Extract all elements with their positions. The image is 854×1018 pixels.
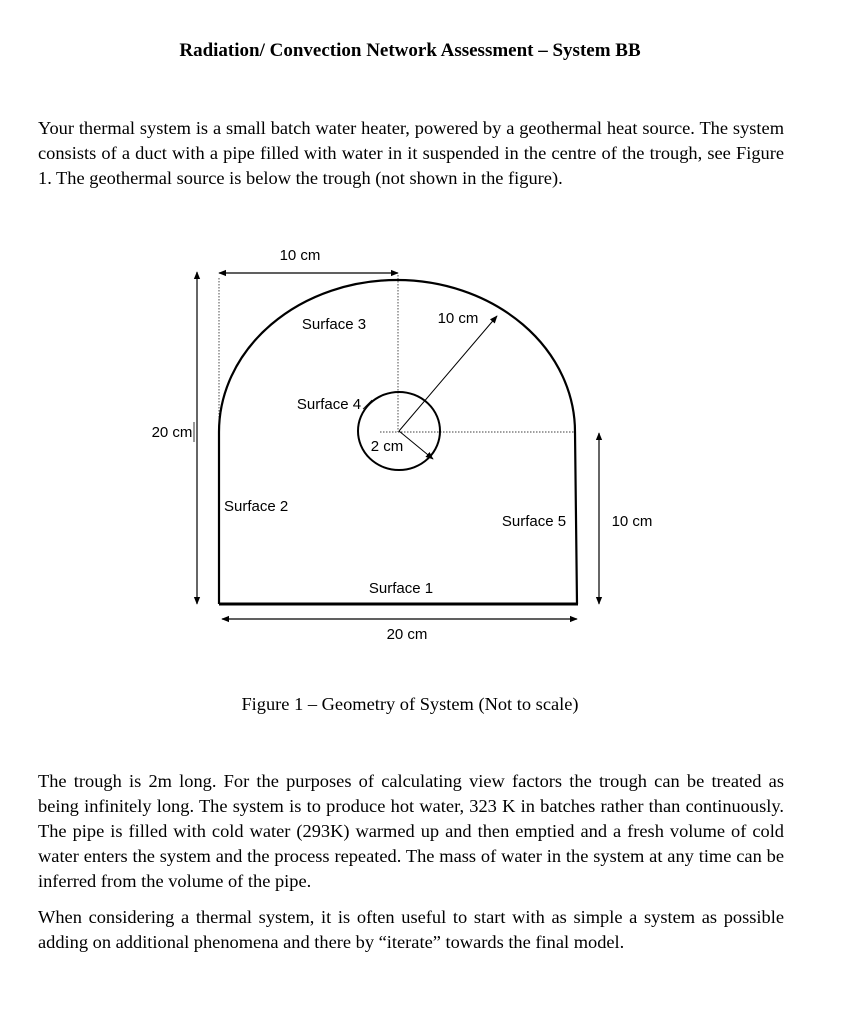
surface-4-leader [363,400,372,409]
top-width-label: 10 cm [279,247,321,264]
intro-paragraph: Your thermal system is a small batch water heater, powered by a geothermal heat source. The system consists of a duct with a pipe filled with water in it suspended in the centre of the trough, see Figure 1. The geothermal source is below the trough (not shown in the figure). [38,118,784,188]
surface-5-label: Surface 5 [501,513,567,530]
wall-height-label: 10 cm [611,513,653,530]
figure-caption: Figure 1 – Geometry of System (Not to scale) [241,694,579,714]
page-title: Radiation/ Convection Network Assessment – System BB [179,40,641,61]
surface-4-label: Surface 4 [296,396,362,413]
surface-3-label: Surface 3 [301,316,367,333]
radius-label: 10 cm [437,310,479,327]
pipe-radius-arrow [399,431,433,459]
surface-1-label: Surface 1 [368,580,434,597]
trough-radius-arrow [399,316,497,431]
base-width-label: 20 cm [386,626,428,643]
pipe-radius-label: 2 cm [370,438,404,455]
iteration-paragraph: When considering a thermal system, it is often useful to start with as simple a system as possible adding on additional phenomena and there by “iterate” towards the final model. [38,907,784,952]
surface-2-label: Surface 2 [224,498,289,515]
trough-paragraph: The trough is 2m long. For the purposes of calculating view factors the trough can be treated as being infinitely long. The system is to produce hot water, 323 K in batches rather than continuously. The pipe is filled with cold water (293K) warmed up and then emptied and a fresh volume of cold water enters the system and the process repeated. The mass of water in the system at any time can be inferred from the volume of the pipe. [38,771,784,891]
total-height-label: 20 cm [151,424,193,441]
